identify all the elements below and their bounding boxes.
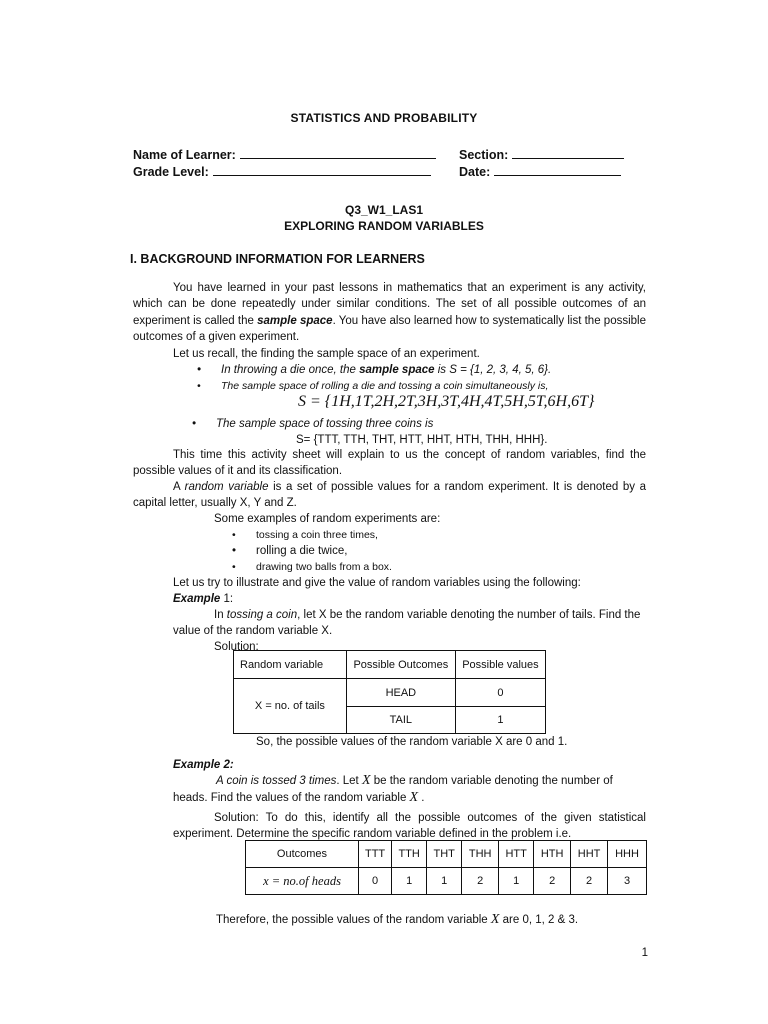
- sample-space-die-coin: S = {1H,1T,2H,2T,3H,3T,4H,4T,5H,5T,6H,6T}: [298, 393, 595, 410]
- outcome-cell: HHH: [608, 841, 647, 868]
- random-variable-cell: x = no.of heads: [246, 868, 359, 895]
- page-number: 1: [641, 947, 648, 959]
- value-cell: 0: [455, 679, 545, 707]
- example1-solution-label: Solution:: [214, 641, 259, 653]
- value-cell: 3: [608, 868, 647, 895]
- example2-label: Example 2:: [173, 759, 234, 771]
- example2-line1: [216, 773, 613, 789]
- illustrate-text: Let us try to illustrate and give the value of random variables using the following:: [173, 577, 581, 589]
- sample-space-coins: S= {TTT, TTH, THT, HTT, HHT, HTH, THH, HHH}.: [296, 434, 548, 446]
- outcome-cell: THH: [462, 841, 499, 868]
- value-cell: 2: [534, 868, 571, 895]
- name-label: Name of Learner:: [133, 148, 236, 162]
- bullet1-post: is S = {1, 2, 3, 4, 5, 6}.: [434, 364, 552, 376]
- table-header: Possible values: [455, 651, 545, 679]
- random-variable-cell: X = no. of tails: [234, 679, 347, 734]
- variable-x: X: [361, 773, 371, 788]
- table-header: Possible Outcomes: [346, 651, 455, 679]
- outcome-cell: HHT: [571, 841, 608, 868]
- bullet-die-coin: • The sample space of rolling a die and tossing a coin simultaneously is,: [221, 378, 548, 394]
- grade-line: [213, 164, 431, 176]
- outcome-cell: THT: [427, 841, 462, 868]
- example2-line2-text: heads. Find the values of the random variable: [173, 792, 410, 804]
- bullet1-pre: In throwing a die once, the: [221, 364, 360, 376]
- example-item: • rolling a die twice,: [256, 543, 347, 559]
- section-line: [512, 147, 624, 159]
- definition-pre: A: [173, 481, 185, 493]
- value-cell: 2: [571, 868, 608, 895]
- example1-label: [173, 591, 233, 607]
- name-line: [240, 147, 436, 159]
- outcome-cell: HEAD: [346, 679, 455, 707]
- intro-text-2: . You have also learned how to systematically list the possible outcomes of a given experiment.: [133, 314, 646, 344]
- value-cell: 1: [499, 868, 534, 895]
- section-heading: I. BACKGROUND INFORMATION FOR LEARNERS: [130, 252, 425, 266]
- definition-post: is a set of possible values for a random experiment. It is denoted by a capital letter, usually X, Y and Z.: [133, 481, 646, 510]
- table-header: Outcomes: [246, 841, 359, 868]
- intro-text-1: You have learned in your past lessons in mathematics that an experiment is any activity, which can be done repeatedly under similar conditions. The set of all possible outcomes of an experiment is called the: [133, 282, 646, 327]
- date-field: [459, 163, 621, 181]
- example1-num: 1:: [220, 593, 234, 605]
- example-item: • drawing two balls from a box.: [256, 559, 392, 575]
- variable-x: X: [409, 790, 419, 805]
- example2-solution: Solution: To do this, identify all the possible outcomes of the given statistical experiment. Determine the specific random variable defined in the problem i.e.: [173, 812, 646, 841]
- example1-table: [233, 650, 546, 734]
- outcome-cell: HTH: [534, 841, 571, 868]
- outcome-cell: HTT: [499, 841, 534, 868]
- bullet1-term: sample space: [359, 364, 435, 376]
- this-time-paragraph: This time this activity sheet will explain to us the concept of random variables, find the possible values of it and its classification.: [133, 449, 646, 478]
- example2-conclusion-post: are 0, 1, 2 & 3.: [499, 914, 579, 926]
- variable-x: X: [490, 912, 500, 927]
- value-cell: 1: [427, 868, 462, 895]
- section-field: [459, 146, 624, 164]
- grade-field: [133, 163, 431, 181]
- intro-paragraph: [133, 280, 646, 346]
- section-label: Section:: [459, 148, 509, 162]
- example2-conclusion: [216, 912, 578, 928]
- grade-label: Grade Level:: [133, 165, 209, 179]
- document-title: STATISTICS AND PROBABILITY: [290, 111, 478, 125]
- activity-subtitle: EXPLORING RANDOM VARIABLES: [284, 219, 484, 233]
- definition-term: random variable: [184, 481, 269, 493]
- intro-term: sample space: [257, 314, 333, 327]
- example2-line2: heads. Find the values of the random variable X .: [173, 790, 425, 805]
- date-label: Date:: [459, 165, 491, 179]
- value-cell: 0: [359, 868, 392, 895]
- outcome-cell: TTH: [392, 841, 427, 868]
- activity-code: Q3_W1_LAS1: [344, 203, 424, 217]
- value-cell: 1: [455, 707, 545, 734]
- outcome-cell: TAIL: [346, 707, 455, 734]
- value-cell: 1: [392, 868, 427, 895]
- definition-paragraph: [133, 479, 646, 512]
- example1-conclusion: So, the possible values of the random variable X are 0 and 1.: [256, 736, 568, 748]
- example1-it: tossing a coin: [226, 609, 298, 621]
- examples-intro: Some examples of random experiments are:: [214, 513, 441, 525]
- example1-post: , let X be the random variable denoting the number of tails. Find the value of the random variable X.: [173, 609, 641, 638]
- bullet-die: [221, 362, 551, 378]
- example1-word: Example: [173, 593, 221, 605]
- example2-mid: . Let: [336, 775, 362, 787]
- bullet-three-coins: • The sample space of tossing three coins is: [216, 416, 433, 432]
- outcome-cell: TTT: [359, 841, 392, 868]
- example-item: • tossing a coin three times,: [256, 527, 378, 543]
- table-header: Random variable: [234, 651, 347, 679]
- name-field: [133, 146, 436, 164]
- value-cell: 2: [462, 868, 499, 895]
- recall-text: Let us recall, the finding the sample space of an experiment.: [173, 348, 480, 360]
- example1-pre: In: [214, 609, 227, 621]
- example2-it: A coin is tossed 3 times: [216, 775, 337, 787]
- example2-table: [245, 840, 647, 895]
- example2-conclusion-pre: Therefore, the possible values of the random variable: [216, 914, 491, 926]
- example2-post: be the random variable denoting the number of: [370, 775, 613, 787]
- date-line: [494, 164, 621, 176]
- example1-text: [173, 607, 647, 640]
